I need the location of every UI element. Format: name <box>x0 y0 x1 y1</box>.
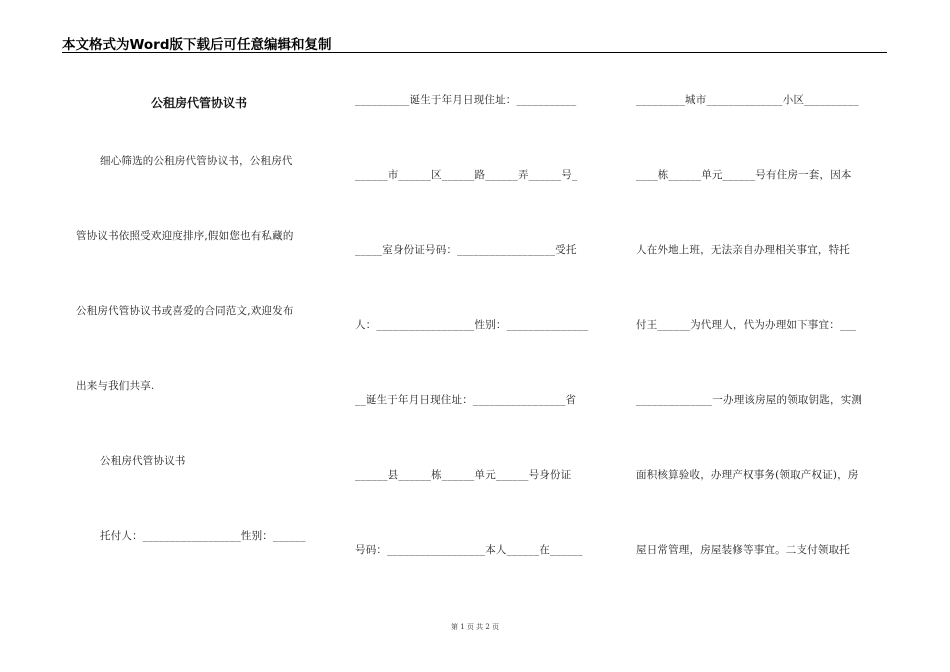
paragraph-line: 人：__________________性别：_______________ <box>355 319 589 331</box>
paragraph-line: __________诞生于年月日现住址：___________ <box>355 94 577 106</box>
paragraph-line: 面积核算验收，办理产权事务(领取产权证)，房 <box>636 469 859 481</box>
paragraph-line: 号码：__________________本人______在______ <box>355 544 583 556</box>
paragraph-line: 出来与我们共享. <box>76 380 155 392</box>
paragraph-line: _________城市______________小区__________ <box>636 94 859 106</box>
header-banner: 本文格式为Word版下载后可任意编辑和复制 <box>62 37 332 53</box>
paragraph-line: 屋日常管理，房屋装修等事宜。二支付领取托 <box>636 544 850 556</box>
paragraph-line: 公租房代管协议书或喜爱的合同范文,欢迎发布 <box>76 305 294 317</box>
page-number: 第 1 页 共 2 页 <box>450 623 500 631</box>
paragraph-line: 管协议书依照受欢迎度排序,假如您也有私藏的 <box>76 230 294 242</box>
paragraph-line: 细心筛选的公租房代管协议书，公租房代 <box>100 155 293 167</box>
paragraph-line: 付王______为代理人，代为办理如下事宜：___ <box>636 319 857 331</box>
section-heading: 公租房代管协议书 <box>100 455 186 467</box>
document-title: 公租房代管协议书 <box>150 96 247 110</box>
paragraph-line: ______________一办理该房屋的领取钥匙，实测 <box>636 394 863 406</box>
paragraph-line: __诞生于年月日现住址：_________________省 <box>355 394 577 406</box>
paragraph-line: 人在外地上班，无法亲自办理相关事宜，特托 <box>636 244 850 256</box>
paragraph-line: _____室身份证号码：__________________受托 <box>355 244 577 256</box>
paragraph-line: ______县______栋______单元______号身份证 <box>355 469 572 481</box>
paragraph-line: ______市______区______路______弄______号_ <box>355 169 578 181</box>
header-divider <box>62 52 887 53</box>
paragraph-line: ____栋______单元______号有住房一套，因本 <box>636 169 852 181</box>
paragraph-line: 托付人：__________________性别：______ <box>100 530 306 542</box>
